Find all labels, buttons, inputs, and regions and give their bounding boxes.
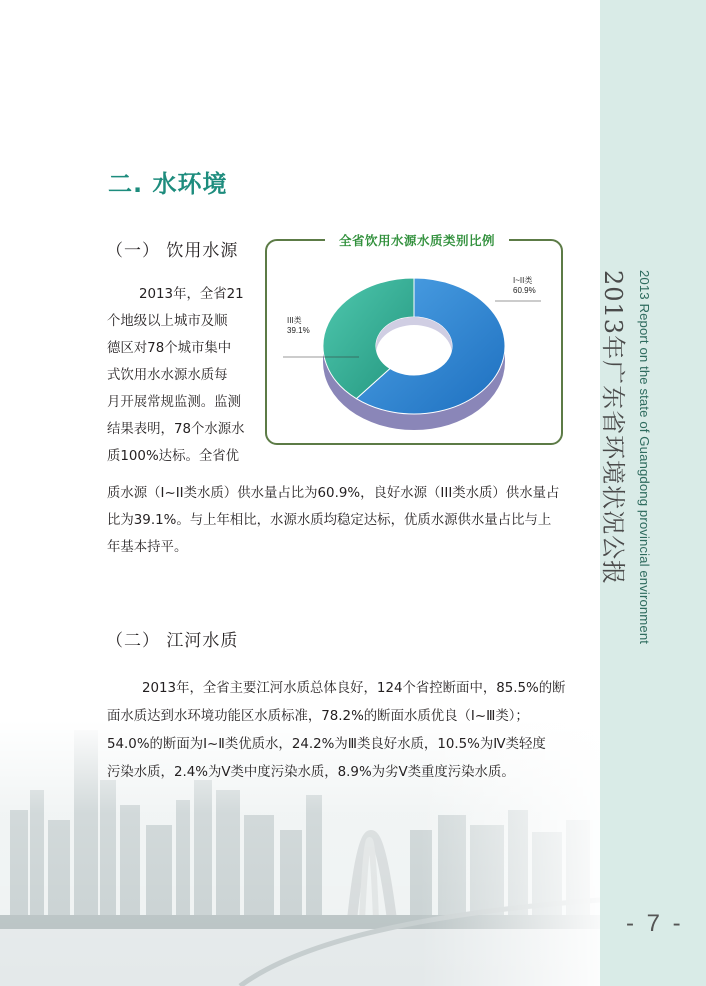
page-number: - 7 - (626, 910, 684, 937)
slice-value-label-1: 60.9% (513, 286, 536, 295)
text-line: 质水源（I~II类水质）供水量占比为60.9%，良好水源（III类水质）供水量占 (107, 486, 560, 501)
section-title: 二. 水环境 (108, 170, 228, 198)
text-line: 比为39.1%。与上年相比，水源水质均稳定达标，优质水源供水量占比与上 (107, 513, 552, 528)
text-line: 年基本持平。 (107, 540, 188, 555)
report-title-english: 2013 Report on the state of Guangdong provincial environment (637, 270, 652, 645)
sidebar-report-title (599, 270, 653, 645)
slice-value-label-2: 39.1% (287, 326, 310, 335)
text-line: 个地级以上城市及顺 (107, 314, 228, 329)
text-line: 质100%达标。全省优 (107, 449, 240, 464)
text-line: 2013年，全省主要江河水质总体良好，124个省控断面中，85.5%的断 (142, 681, 566, 696)
text-line: 结果表明，78个水源水 (107, 422, 245, 437)
text-line: 月开展常规监测。监测 (107, 395, 241, 410)
text-line: 54.0%的断面为Ⅰ~Ⅱ类优质水，24.2%为Ⅲ类良好水质，10.5%为Ⅳ类轻度 (107, 737, 546, 752)
drinking-water-heading: （一） 饮用水源 (106, 241, 239, 261)
slice-label-2: III类 (287, 316, 302, 325)
text-line: 污染水质，2.4%为Ⅴ类中度污染水质，8.9%为劣Ⅴ类重度污染水质。 (107, 765, 515, 780)
water-source-donut-chart (265, 239, 563, 445)
river-water-heading: （二） 江河水质 (106, 631, 239, 651)
text-line: 2013年，全省21 (139, 287, 244, 302)
text-line: 面水质达到水环境功能区水质标准，78.2%的断面水质优良（Ⅰ~Ⅲ类）； (107, 709, 529, 724)
text-line: 式饮用水水源水质每 (107, 368, 228, 383)
slice-label-1: I~II类 (513, 276, 533, 285)
chart-title: 全省饮用水源水质类别比例 (338, 233, 495, 248)
text-line: 德区对78个城市集中 (107, 341, 232, 356)
report-title-chinese: 2013年广东省环境状况公报 (599, 270, 627, 586)
